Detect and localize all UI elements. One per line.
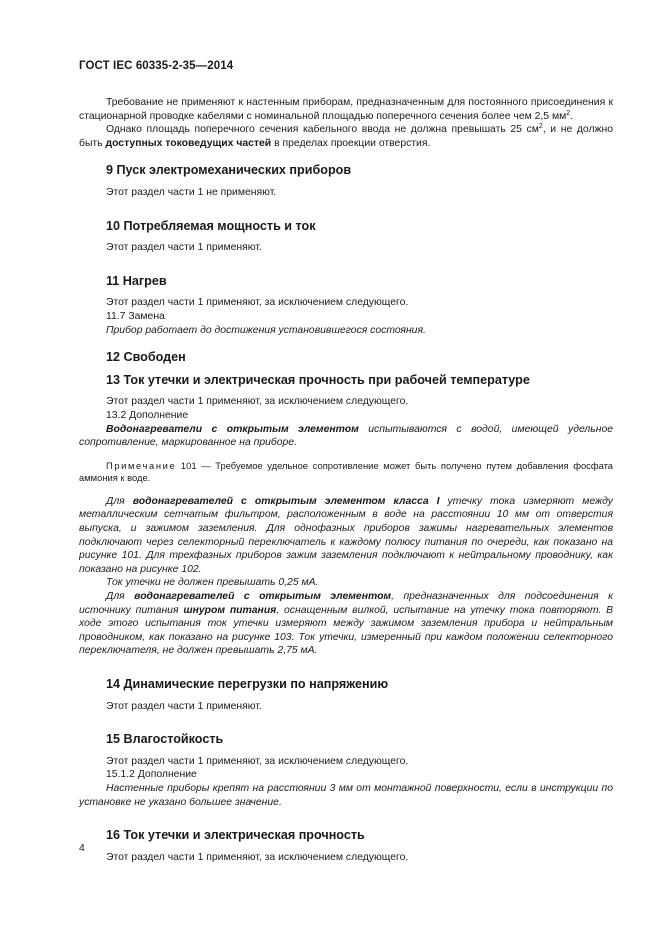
section-9-title: 9 Пуск электромеханических приборов [106, 163, 352, 178]
intro-paragraph-1: Требование не применяют к настенным приборам, предназначенным для постоянного присоединения к стационарной проводке кабелями с номинальной площадью поперечного сечения более чем 2,5 $мм^2$. [79, 97, 613, 122]
section-13-title: 13 Ток утечки и электрическая прочность при рабочей температуре [106, 372, 530, 387]
intro-paragraph-2: Однако площадь поперечного сечения кабельного ввода не должна превышать 25 $см^2$, и не должно быть доступных токоведущих частей в пределах проекции отверстия. [79, 123, 613, 149]
section-13-note: Примечание 101 — Требуемое удельное сопротивление может быть получено путем добавления фосфата аммония к воде. [79, 459, 613, 484]
section-15-sub: 15.1.2 Дополнение [106, 769, 197, 781]
document-body [79, 96, 613, 864]
section-10-title: 10 Потребляемая мощность и ток [106, 218, 316, 233]
page-number: 4 [79, 843, 85, 854]
section-13-para-1: Водонагреватели с открытым элементом испытываются с водой, имеющей удельное сопротивление, маркированное на приборе. [79, 423, 614, 449]
section-12-title: 12 Свободен [106, 350, 186, 365]
section-14-text: Этот раздел части 1 применяют. [106, 700, 262, 712]
section-11-sub: 11.7 Замена [106, 310, 165, 322]
section-11-text: Этот раздел части 1 применяют, за исключением следующего. [106, 297, 409, 309]
section-11-italic: Прибор работает до достижения установившегося состояния. [106, 324, 426, 336]
section-13-para-3: Ток утечки не должен превышать 0,25 мА. [106, 577, 319, 589]
section-15-title: 15 Влагостойкость [106, 732, 224, 747]
section-11-title: 11 Нагрев [106, 273, 167, 288]
section-10-text: Этот раздел части 1 применяют. [106, 242, 262, 254]
section-14-title: 14 Динамические перегрузки по напряжению [106, 677, 389, 691]
document-header: ГОСТ IEC 60335-2-35—2014 [79, 60, 234, 72]
section-16-title: 16 Ток утечки и электрическая прочность [106, 828, 365, 843]
section-13-para-2: Для водонагревателей с открытым элементом класса I утечку тока измеряют между металлическим сетчатым фильтром, расположенным в воде на расстоянии 10 мм от отверстия выпуска, и зажимом заземления. Для однофазных приборов зажимы нагревательных элементов подключают через селекторный переключатель к каждому полюсу питания по очереди, как показано на рисунке 101. Для трехфазных приборов зажим заземления подключают к нейтральному проводнику, как показано на рисунке 102. [79, 495, 613, 575]
section-15-text: Этот раздел части 1 применяют, за исключением следующего. [106, 755, 409, 767]
section-9-text: Этот раздел части 1 не применяют. [106, 186, 277, 198]
section-13-sub: 13.2 Дополнение [106, 409, 189, 421]
section-15-italic: Настенные приборы крепят на расстоянии 3 мм от монтажной поверхности, если в инструкции по установке не указано большее значение. [79, 782, 613, 808]
section-13-text: Этот раздел части 1 применяют, за исключением следующего. [106, 396, 409, 408]
section-13-para-4: Для водонагревателей с открытым элементом, предназначенных для подсоединения к источнику питания шнуром питания, оснащенным вилкой, испытание на утечку тока повторяют. В ходе этого испытания ток утечки измеряют между зажимом заземления прибора и нейтральным проводником, как показано на рисунке 103. Ток утечки, измеренный при каждом положении селекторного переключателя, не должен превышать 2,75 мА. [79, 591, 614, 657]
section-16-text: Этот раздел части 1 применяют, за исключением следующего. [106, 851, 409, 863]
